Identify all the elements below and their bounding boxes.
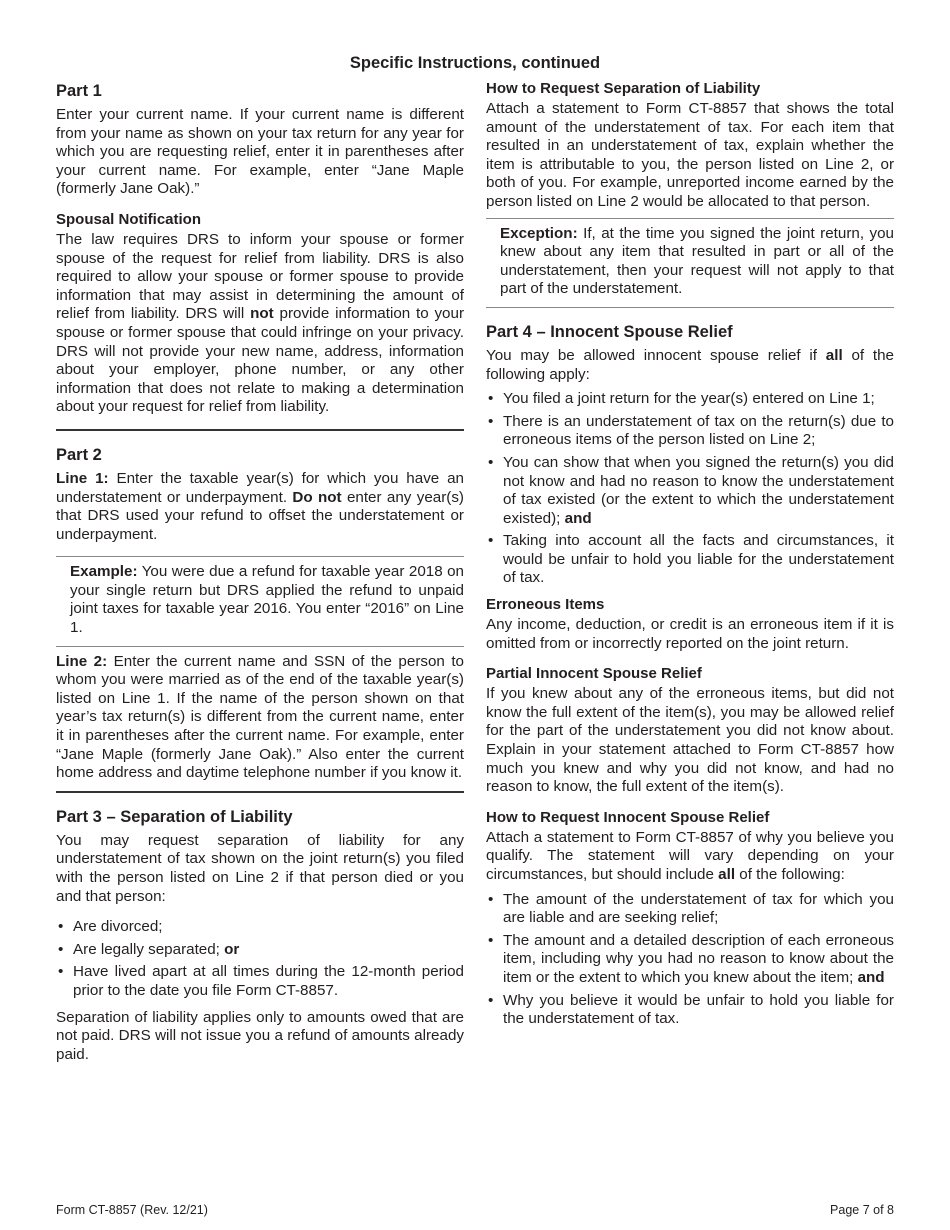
divider (56, 646, 464, 647)
part1-text: Enter your current name. If your current name is different from your name as shown on your tax return for any year for which you are requesting relief, enter it in parentheses after your current name. For example, enter “Jane Maple (formerly Jane Oak).” (56, 106, 464, 198)
list-item: • Have lived apart at all times during the 12-month period prior to the date you file Form CT-8857. (58, 963, 464, 999)
divider (56, 429, 464, 431)
part3-text-2: Separation of liability applies only to amounts owed that are not paid. DRS will not issue you a refund of amounts already paid. (56, 1008, 464, 1063)
list-item: • Are divorced; (58, 918, 163, 936)
divider (486, 218, 894, 219)
right-column (486, 80, 894, 1037)
part4-list (486, 390, 894, 588)
example-box: Example: You were due a refund for taxable year 2018 on your single return but DRS applied the refund to unpaid joint taxes for taxable year 2016. You enter “2016” on Line 1. (70, 563, 464, 637)
list-item: • Why you believe it would be unfair to hold you liable for the understatement of tax. (488, 991, 894, 1028)
divider (56, 791, 464, 793)
erroneous-heading: Erroneous Items (486, 596, 605, 614)
part2-heading: Part 2 (56, 445, 102, 464)
page-title: Specific Instructions, continued (349, 54, 601, 72)
how-inn-list (486, 891, 894, 1029)
erroneous-text: Any income, deduction, or credit is an erroneous item if it is omitted from or incorrectly reported on the joint return. (486, 616, 894, 652)
part3-list (56, 918, 464, 1000)
spousal-text: The law requires DRS to inform your spouse or former spouse of the request for relief from liability. DRS is also required to allow your spouse or former spouse to provide information that may assist in determining the amount of relief from liability. DRS will not provide information to your spouse or former spouse that could infringe on your privacy. DRS will not provide your new name, address, information about your employer, phone number, or any other information that does not relate to making a determination about your request for relief from liability. (56, 230, 465, 416)
part4-text: You may be allowed innocent spouse relief if all of the following apply: (486, 346, 894, 383)
list-item: • Taking into account all the facts and circumstances, it would be unfair to hold you liable for the understatement of tax. (488, 532, 894, 587)
exception-box: Exception: If, at the time you signed the joint return, you knew about any item that resulted in part or all of the understatement, then your request will not apply to that part of the understatement. (500, 224, 894, 298)
partial-text: If you knew about any of the erroneous items, but did not know the full extent of the item(s), you may be allowed relief for the part of the understatement you did not know about. Explain in your statement attached to Form CT-8857 how much you knew and why you did not know, and had no reason to know, the full extent of the item(s). (486, 685, 894, 796)
part3-heading: Part 3 – Separation of Liability (56, 807, 293, 826)
list-item: • The amount and a detailed description of each erroneous item, including why you had no reason to know about the item or the extent to which you knew about the item; and (488, 931, 894, 986)
footer-form-id: Form CT-8857 (Rev. 12/21) (56, 1203, 208, 1217)
list-item: • You filed a joint return for the year(s) entered on Line 1; (488, 390, 875, 408)
list-item: • You can show that when you signed the return(s) you did not know and had no reason to know the understatement of tax existed (or the extent to which the understatement existed); and (488, 453, 894, 527)
part1-heading: Part 1 (56, 82, 102, 100)
line2-text: Line 2: Enter the current name and SSN of the person to whom you were married as of the end of the taxable year(s) listed on Line 1. If the name of the person shown on that year’s tax return(s) is different from the current name, enter it in parentheses after the current name. For example, enter “Jane Maple (formerly Jane Oak).” Also enter the current home address and daytime telephone number if you know it. (56, 652, 464, 782)
part3-text: You may request separation of liability for any understatement of tax shown on the joint return(s) you filed with the person listed on Line 2 if that person died or you and that person: (56, 831, 464, 905)
divider (486, 307, 894, 308)
how-inn-text: Attach a statement to Form CT-8857 of why you believe you qualify. The statement will vary depending on your circumstances, but should include all of the following: (486, 828, 894, 883)
list-item: • There is an understatement of tax on the return(s) due to erroneous items of the person listed on Line 2; (488, 412, 894, 449)
how-sep-heading: How to Request Separation of Liability (486, 80, 761, 97)
footer-page-number: Page 7 of 8 (830, 1203, 894, 1217)
how-sep-text: Attach a statement to Form CT-8857 that shows the total amount of the understatement of tax. For each item that resulted in an understatement of tax, explain whether the item is attributable to you, the person listed on Line 2, or both of you. For example, unreported income earned by the person listed on Line 2 would be allocated to that person. (486, 100, 894, 210)
partial-heading: Partial Innocent Spouse Relief (486, 665, 702, 683)
list-item: • The amount of the understatement of tax for which you are liable and are seeking relief; (488, 890, 894, 927)
divider (56, 556, 464, 557)
spousal-heading: Spousal Notification (56, 210, 202, 228)
list-item: • Are legally separated; or (58, 940, 240, 958)
how-inn-heading: How to Request Innocent Spouse Relief (486, 808, 770, 826)
part4-heading: Part 4 – Innocent Spouse Relief (486, 322, 733, 341)
left-column (56, 81, 464, 1076)
line1-text: Line 1: Enter the taxable year(s) for which you have an understatement or underpayment. Do not enter any year(s) that DRS used your refund to offset the understatement or underpayment. (56, 469, 464, 543)
